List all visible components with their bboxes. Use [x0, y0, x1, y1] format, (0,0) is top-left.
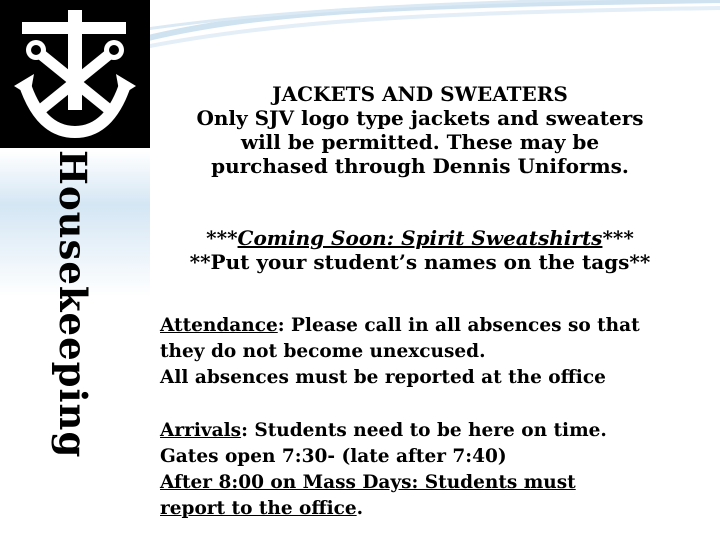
attendance-line-2: they do not become unexcused.: [160, 341, 486, 362]
arrivals-line-4-text: report to the office: [160, 498, 357, 519]
attendance-line-3: All absences must be reported at the office: [160, 367, 606, 388]
stars-prefix: ***: [206, 226, 238, 250]
tags-note: **Put your student’s names on the tags**: [189, 250, 651, 274]
attendance-section: [160, 313, 700, 391]
vertical-title: Housekeeping: [51, 150, 95, 459]
spirit-section: [160, 226, 680, 274]
arrivals-line-3: After 8:00 on Mass Days: Students must: [160, 472, 576, 493]
spirit-coming-soon-line: [160, 226, 680, 250]
arrivals-line-2: Gates open 7:30- (late after 7:40): [160, 446, 507, 467]
arrivals-section: [160, 418, 700, 522]
arrivals-line-4-end: .: [356, 498, 364, 519]
jackets-line-3: purchased through Dennis Uniforms.: [211, 154, 629, 178]
arrivals-line-1-rest: : Students need to be here on time.: [241, 420, 607, 441]
coming-soon-text: Coming Soon: Spirit Sweatshirts: [237, 226, 603, 250]
jackets-line-1: Only SJV logo type jackets and sweaters: [196, 106, 644, 130]
attendance-line-1: [160, 313, 700, 339]
stars-suffix: ***: [602, 226, 634, 250]
jackets-line-2: will be permitted. These may be: [240, 130, 600, 154]
arrivals-line-4: [160, 496, 700, 522]
arrivals-line-1: [160, 418, 700, 444]
attendance-line-1-rest: : Please call in all absences so that: [277, 315, 640, 336]
jackets-section: [160, 82, 680, 178]
jackets-heading: JACKETS AND SWEATERS: [272, 82, 568, 106]
attendance-label: Attendance: [160, 315, 278, 336]
arrivals-label: Arrivals: [160, 420, 242, 441]
